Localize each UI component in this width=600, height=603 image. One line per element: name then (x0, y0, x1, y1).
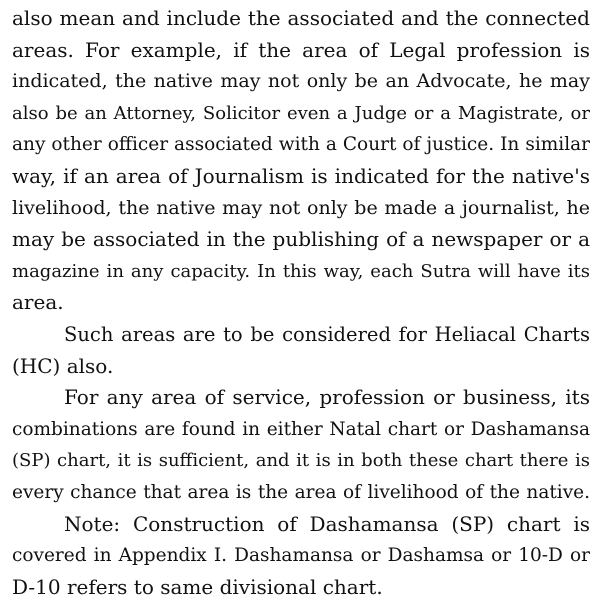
text-line: may be associated in the publishing of a newspaper or a (12, 227, 590, 252)
text-line: magazine in any capacity. In this way, each Sutra will have its (12, 260, 590, 282)
text-line: area. (12, 290, 64, 315)
text-line: any other officer associated with a Court of justice. In similar (12, 134, 590, 156)
text-line: areas. For example, if the area of Legal profession is (12, 37, 590, 62)
text-line: Note: Construction of Dashamansa (SP) chart is (64, 511, 590, 536)
text-line: (HC) also. (12, 353, 114, 378)
document-page (12, 3, 590, 603)
text-line: also mean and include the associated and the connected (12, 6, 590, 30)
text-line: indicated, the native may not only be an Advocate, he may (12, 70, 590, 93)
text-line: way, if an area of Journalism is indicated for the native's (12, 163, 590, 188)
text-line: livelihood, the native may not only be made a journalist, he (12, 196, 590, 219)
text-line: For any area of service, profession or business, its (64, 385, 590, 410)
text-line: (SP) chart, it is sufficient, and it is in both these chart there is (12, 450, 590, 472)
text-line: covered in Appendix I. Dashamansa or Dashamsa or 10-D or (12, 545, 590, 567)
text-line: D-10 refers to same divisional chart. (12, 574, 383, 599)
text-line: combinations are found in either Natal chart or Dashamansa (12, 418, 590, 440)
text-line: also be an Attorney, Solicitor even a Judge or a Magistrate, or (12, 102, 590, 124)
text-line: Such areas are to be considered for Heliacal Charts (64, 322, 590, 346)
text-line: every chance that area is the area of livelihood of the native. (12, 481, 590, 503)
